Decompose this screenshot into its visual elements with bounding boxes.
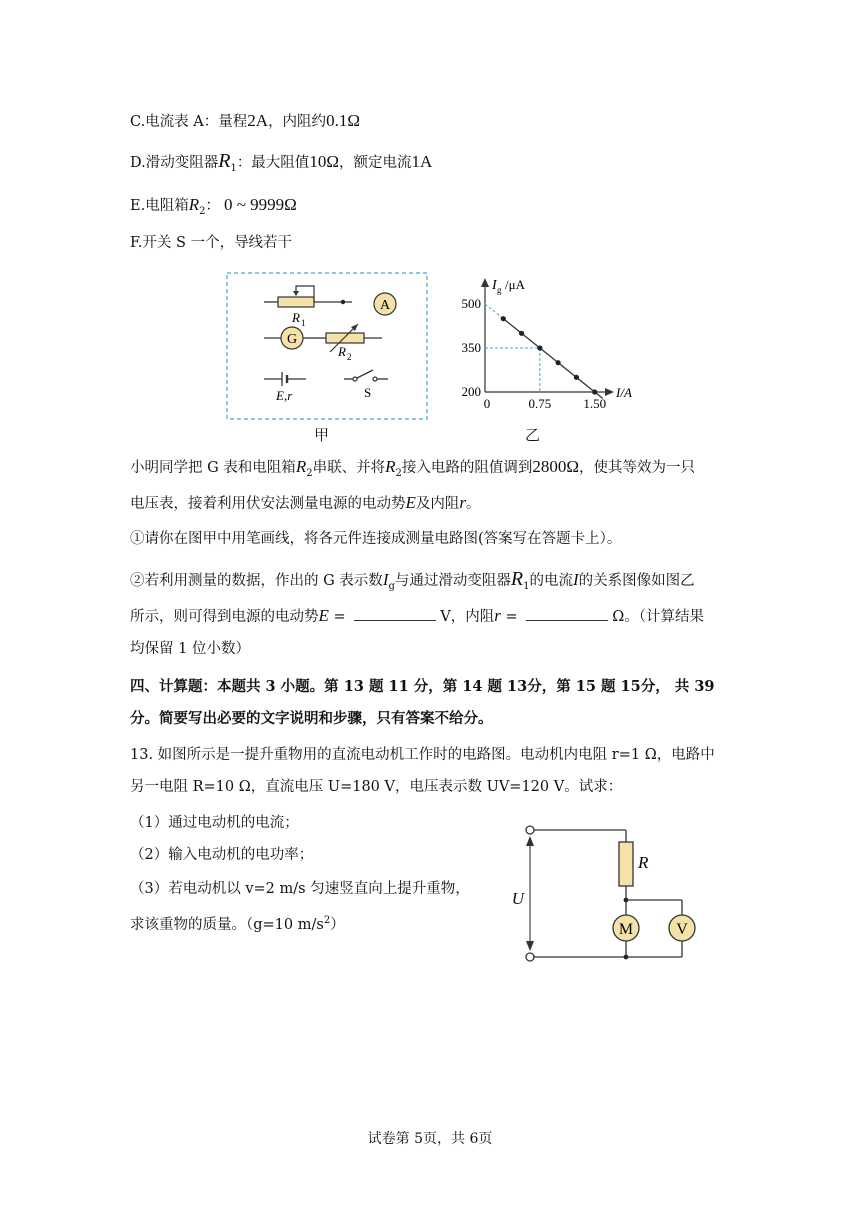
r1-sub: 1 (523, 580, 530, 592)
p2-c: 。 (466, 496, 481, 512)
r2-label-sub: 2 (347, 352, 352, 362)
q13-line-1: 13. 如图所示是一提升重物用的直流电动机工作时的电路图。电动机内电阻 r=1 Ω，电路中 (130, 747, 715, 763)
emf-symbol-2: E (318, 606, 329, 625)
option-e-range: 0 ~ 9999Ω (223, 195, 297, 214)
guide-lines (485, 304, 540, 392)
emf-answer-blank[interactable] (354, 606, 436, 621)
p1-b: 串联、并将 (312, 460, 386, 476)
emf-symbol: E (405, 493, 416, 512)
series-line (503, 319, 602, 399)
option-c-range: 2A (247, 111, 269, 130)
r2-label: R (338, 344, 346, 359)
option-c-mid: ，内阻约 (268, 114, 327, 130)
option-c-text: C.电流表 A：量程 (130, 114, 248, 130)
q13-sub-3: （3）若电动机以 v=2 m/s 匀速竖直向上提升重物， (130, 881, 470, 897)
p1-a: 小明同学把 G 表和电阻箱 (130, 460, 296, 476)
y-label-symbol: I (492, 278, 497, 293)
r2-sub: 2 (306, 467, 313, 479)
q13-line-2: 另一电阻 R=10 Ω，直流电压 U=180 V，电压表示数 UV=120 V。试求： (130, 779, 623, 795)
p2-a: 电压表，接着利用伏安法测量电源的电动势 (130, 496, 406, 512)
r2-symbol-2: R (385, 457, 396, 476)
p1-c: 接入电路的阻值调到 (401, 460, 533, 476)
y-tick-label: 500 (461, 296, 481, 311)
option-c-res: 0.1Ω (326, 111, 360, 130)
switch-icon (357, 370, 373, 378)
y-label-unit: /μA (505, 277, 525, 292)
q13-circuit (510, 820, 710, 970)
r1-resistor (278, 297, 314, 307)
figure-jia-border (227, 273, 427, 419)
option-e-mid: ： (205, 198, 220, 214)
x-tick-label: 0 (483, 396, 491, 411)
option-d-max: 10Ω (309, 152, 339, 171)
r1-label: R (292, 310, 300, 325)
q13-sub-4 (130, 910, 345, 936)
option-d-mid2: ，额定电流 (338, 155, 412, 171)
question-2-line-3: 均保留 1 位小数） (130, 641, 250, 657)
ig-sub: g (388, 580, 395, 592)
data-point (537, 345, 542, 350)
question-1: ①请你在图甲中用笔画线，将各元件连接成测量电路图(答案写在答题卡上）。 (130, 531, 622, 547)
x-axis-arrow (605, 388, 614, 396)
r-symbol: r (459, 493, 467, 512)
top-terminal (526, 826, 534, 834)
x-tick-label: 0.75 (528, 396, 552, 411)
option-d-text: D.滑动变阻器 (130, 155, 219, 171)
q3-b: V，内阻 (440, 609, 495, 625)
q3-c: Ω。（计算结果 (612, 609, 705, 625)
q3-a: 所示，则可得到电源的电动势 (130, 609, 319, 625)
y-axis-arrow (481, 278, 489, 287)
section4-line-1: 四、计算题：本题共 3 小题。第 13 题 11 分，第 14 题 13分，第 15 题 15分， 共 39 (130, 678, 715, 695)
r1-symbol: R (510, 568, 524, 590)
voltmeter-label: V (676, 921, 688, 938)
question-2-line-1 (130, 568, 695, 598)
option-e (130, 194, 297, 223)
extrapolation-line (485, 304, 503, 319)
data-point (556, 360, 561, 365)
motor-label: M (618, 921, 634, 938)
option-e-sub: 2 (199, 205, 206, 217)
q13-sub-1: （1）通过电动机的电流； (130, 815, 299, 831)
option-d-sub: 1 (230, 162, 237, 174)
q13-sub-2: （2）输入电动机的电功率； (130, 847, 314, 863)
q13-sub-4-end: ） (330, 916, 345, 933)
data-point (592, 389, 597, 394)
q2-d: 的关系图像如图乙 (578, 573, 695, 589)
figure-yi-caption: 乙 (525, 426, 541, 444)
option-e-text: E.电阻箱 (130, 198, 189, 214)
battery-label: E,r (276, 388, 293, 403)
r-label: R (638, 853, 649, 872)
q13-sup: 2 (323, 915, 331, 926)
tick-labels (462, 296, 607, 411)
x-tick-label: 1.50 (583, 396, 607, 411)
r-answer-blank[interactable] (526, 606, 608, 621)
option-e-symbol: R (188, 195, 200, 214)
data-point (501, 316, 506, 321)
figure-jia-caption: 甲 (314, 426, 330, 444)
y-label-sub: g (497, 285, 502, 295)
bottom-terminal (526, 953, 534, 961)
data-line (503, 319, 602, 399)
question-2-line-2: 所示，则可得到电源的电动势E = V，内阻r = Ω。（计算结果 (130, 606, 705, 625)
p1-value: 2800Ω (532, 457, 579, 476)
p2-b: 及内阻 (415, 496, 460, 512)
r2-resistor-box (326, 333, 364, 343)
i-symbol: I (572, 570, 579, 589)
r1-label-sub: 1 (301, 318, 306, 328)
galvanometer-label: G (286, 332, 298, 347)
q13-sub-4-text: 求该重物的质量。（g=10 m/s (130, 916, 324, 933)
page-footer: 试卷第 5页，共 6页 (367, 1131, 493, 1147)
y-tick-label: 200 (461, 384, 481, 399)
paragraph-line-1 (130, 456, 695, 485)
r2-symbol: R (295, 457, 307, 476)
figure-yi-chart (450, 272, 650, 420)
option-c (130, 110, 360, 133)
q2-c: 的电流 (529, 573, 573, 589)
data-point (519, 331, 524, 336)
switch-label: S (364, 385, 372, 400)
option-d (130, 150, 432, 180)
u-label: U (511, 889, 524, 908)
r-symbol-2: r (494, 606, 501, 625)
x-label: I/A (616, 385, 632, 400)
p1-d: ，使其等效为一只 (578, 460, 695, 476)
ammeter-label: A (379, 298, 391, 313)
q2-a: ②若利用测量的数据，作出的 G 表示数 (130, 573, 383, 589)
option-d-mid: ：最大阻值 (236, 155, 310, 171)
option-d-symbol: R (218, 150, 231, 172)
section4-line-2: 分。简要写出必要的文字说明和步骤，只有答案不给分。 (130, 710, 493, 727)
r2-sub-2: 2 (395, 467, 402, 479)
option-f: F.开关 S 一个，导线若干 (130, 235, 293, 251)
paragraph-line-2 (130, 492, 481, 515)
resistor-r (619, 842, 633, 886)
option-d-cur: 1A (411, 152, 433, 171)
figure-jia (226, 272, 428, 420)
y-tick-label: 350 (461, 340, 481, 355)
ig-symbol: I (382, 570, 389, 589)
data-point (574, 375, 579, 380)
q2-b: 与通过滑动变阻器 (394, 573, 511, 589)
